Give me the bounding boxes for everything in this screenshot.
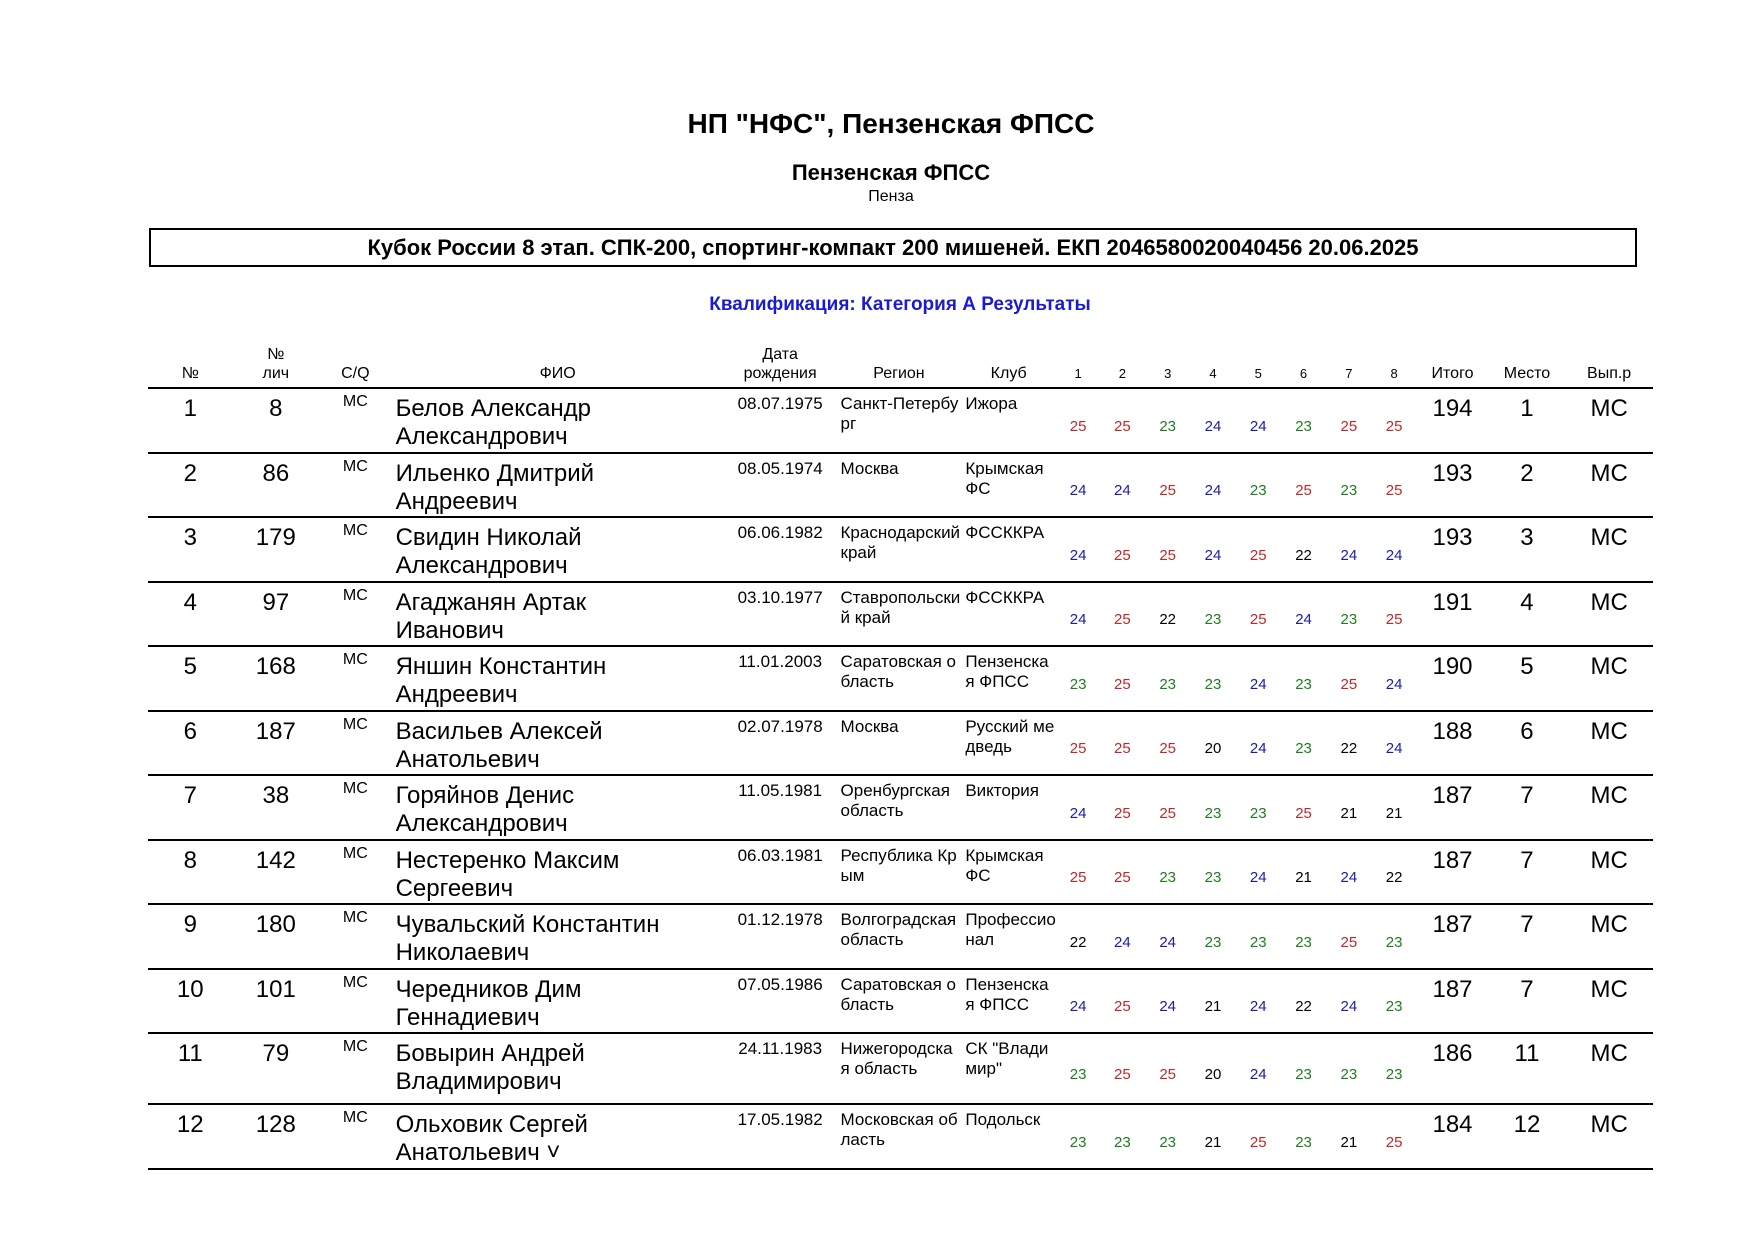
series-score-7: 24 [1340,546,1358,564]
series-score-4: 21 [1204,998,1222,1016]
series-score-6: 23 [1295,675,1312,693]
bib-number: 38 [262,782,290,809]
col-bib [233,345,320,388]
series-score-8: 25 [1385,611,1403,629]
series-score-7: 22 [1340,740,1358,758]
athlete-surname-name: Горяйнов Денис [395,782,575,809]
region: Республика Крым [840,845,957,885]
category-cq: МС [342,1109,368,1126]
series-score-6: 23 [1295,417,1312,435]
col-bib-line1: № [267,346,285,363]
athlete-name [392,969,724,1034]
athlete-name [392,840,724,905]
results-table [148,345,1653,1170]
total-score: 193 [1432,524,1473,551]
series-score-3: 23 [1159,675,1177,693]
region: Волгоградская область [840,910,957,949]
row-number: 2 [183,459,197,487]
col-series-7: 7 [1345,366,1353,381]
row-number: 10 [176,975,204,1003]
place: 7 [1520,846,1534,874]
series-score-8: 24 [1385,675,1403,693]
birth-date: 06.06.1982 [737,523,823,542]
table-row [148,517,1653,582]
athlete-name [392,453,724,518]
row-number: 8 [183,846,197,874]
athlete-surname-name: Ольховик Сергей [395,1111,588,1138]
series-score-1: 25 [1069,869,1087,887]
club: Пензенская ФПСС [965,652,1049,691]
series-score-2: 25 [1114,546,1131,564]
birth-date: 03.10.1977 [737,587,823,607]
athlete-patronymic: Геннадиевич [395,1003,540,1031]
col-name: ФИО [539,365,576,382]
athlete-patronymic: Сергеевич [395,874,514,902]
series-score-7: 25 [1340,417,1358,435]
series-score-3: 23 [1159,869,1177,887]
series-score-5: 24 [1249,417,1267,435]
row-number: 4 [183,588,197,616]
series-score-6: 23 [1295,1066,1312,1083]
series-score-3: 24 [1159,998,1177,1016]
birth-date: 06.03.1981 [737,845,823,865]
series-score-2: 25 [1114,740,1131,758]
athlete-surname-name: Белов Александр [395,395,591,422]
athlete-surname-name: Ильенко Дмитрий [395,459,595,487]
series-score-2: 23 [1114,1133,1131,1151]
series-score-8: 25 [1385,482,1403,500]
series-score-8: 23 [1385,1066,1403,1083]
total-score: 187 [1432,911,1473,938]
place: 2 [1520,459,1534,487]
col-num: № [181,365,199,382]
table-row [148,1033,1653,1104]
section-title: Квалификация: Категория А Результаты [709,294,1091,315]
series-score-4: 23 [1204,611,1222,629]
series-score-7: 23 [1340,482,1358,500]
row-number: 6 [183,717,197,745]
place: 4 [1520,588,1534,616]
series-score-7: 23 [1340,1066,1358,1083]
birth-date: 08.05.1974 [737,458,823,478]
col-dob [724,345,837,388]
athlete-patronymic: Андреевич [395,487,518,515]
series-score-4: 23 [1204,675,1222,693]
athlete-name [392,517,724,582]
col-dob-line2: рождения [743,365,817,382]
total-score: 184 [1432,1111,1473,1138]
series-score-1: 24 [1069,546,1087,564]
series-score-6: 21 [1295,869,1312,887]
rank-achieved: МС [1590,1040,1628,1067]
club: Крымская ФС [965,845,1044,885]
org-subtitle: Пензенская ФПСС [791,160,991,185]
athlete-name [392,646,724,711]
birth-date: 07.05.1986 [737,974,823,994]
place: 6 [1520,717,1534,745]
category-cq: МС [342,1038,368,1055]
club: Русский медведь [965,716,1055,756]
athlete-surname-name: Агаджанян Артак [395,588,587,616]
category-cq: МС [342,393,368,410]
col-series-3: 3 [1164,366,1172,381]
series-score-6: 24 [1295,611,1312,629]
total-score: 190 [1432,653,1473,680]
athlete-surname-name: Бовырин Андрей [395,1040,585,1067]
series-score-5: 25 [1249,1133,1267,1151]
series-score-7: 23 [1340,611,1358,629]
bib-number: 168 [255,653,296,680]
col-series-6: 6 [1299,366,1308,381]
col-vyp: Вып.р [1587,365,1632,382]
series-score-5: 24 [1249,998,1267,1016]
col-series-4: 4 [1209,366,1217,381]
birth-date: 08.07.1975 [737,394,823,413]
series-score-6: 23 [1295,1133,1312,1151]
athlete-name [392,582,724,647]
athlete-surname-name: Яншин Константин [395,653,607,680]
total-score: 194 [1432,395,1473,422]
place: 3 [1520,524,1534,551]
series-score-2: 25 [1114,869,1131,887]
athlete-patronymic: Александрович [395,423,568,450]
category-cq: МС [342,844,368,862]
series-score-2: 25 [1114,1066,1131,1083]
table-row [148,840,1653,905]
table-row [148,453,1653,518]
series-score-1: 22 [1069,933,1087,951]
category-cq: МС [342,457,368,475]
series-score-6: 22 [1295,998,1312,1016]
series-score-5: 24 [1249,675,1267,693]
series-score-3: 23 [1159,417,1177,435]
series-score-1: 25 [1069,740,1087,758]
series-score-6: 23 [1295,740,1312,758]
region: Саратовская область [840,974,957,1014]
place: 1 [1520,395,1534,422]
series-score-3: 25 [1159,740,1177,758]
bib-number: 142 [255,846,296,874]
series-score-2: 24 [1114,933,1131,951]
birth-date: 24.11.1983 [738,1039,823,1058]
category-cq: МС [342,522,368,539]
series-score-8: 24 [1385,546,1403,564]
series-score-5: 24 [1249,740,1267,758]
row-number: 11 [177,1040,203,1067]
series-score-5: 23 [1249,804,1267,822]
table-row [148,646,1653,711]
bib-number: 179 [255,524,296,551]
rank-achieved: МС [1590,911,1628,938]
place: 11 [1514,1040,1540,1067]
series-score-1: 24 [1069,482,1087,500]
row-number: 5 [183,653,197,680]
series-score-5: 24 [1249,869,1267,887]
series-score-8: 22 [1385,869,1403,887]
bib-number: 97 [262,588,290,616]
athlete-patronymic: Александрович [395,810,568,837]
table-row [148,1104,1653,1169]
col-dob-line1: Дата [762,346,798,363]
series-score-6: 25 [1295,804,1312,822]
athlete-name [392,1104,724,1169]
series-score-2: 25 [1114,417,1131,435]
row-number: 3 [183,524,197,551]
col-series-5: 5 [1254,366,1262,381]
club: Пензенская ФПСС [965,974,1049,1014]
series-score-6: 23 [1295,933,1312,951]
series-score-8: 23 [1385,998,1403,1016]
region: Московская область [840,1110,958,1149]
place: 7 [1520,911,1534,938]
event-title: Кубок России 8 этап. СПК-200, спортинг-компакт 200 мишеней. ЕКП 2046580020040456 20.06.2025 [149,228,1637,267]
region: Санкт-Петербург [840,394,959,433]
athlete-name [392,775,724,840]
col-total: Итого [1431,365,1474,382]
series-score-1: 24 [1069,804,1087,822]
category-cq: МС [342,651,368,668]
series-score-8: 25 [1385,417,1403,435]
col-place: Место [1503,365,1551,382]
rank-achieved: МС [1590,653,1628,680]
bib-number: 180 [255,911,296,938]
series-score-4: 21 [1204,1133,1222,1151]
series-score-5: 24 [1249,1066,1267,1083]
series-score-7: 24 [1340,869,1358,887]
series-score-1: 23 [1069,1133,1087,1151]
bib-number: 8 [269,395,283,422]
club: Подольск [965,1110,1041,1129]
series-score-1: 23 [1069,1066,1087,1083]
table-row [148,582,1653,647]
rank-achieved: МС [1590,975,1628,1003]
category-cq: МС [342,973,368,991]
club: Крымская ФС [965,458,1044,498]
series-score-7: 21 [1340,1133,1358,1151]
series-score-1: 24 [1069,611,1087,629]
club: Ижора [965,394,1018,413]
athlete-surname-name: Нестеренко Максим [395,846,620,874]
athlete-patronymic: Владимирович [395,1068,562,1095]
series-score-1: 24 [1069,998,1087,1016]
rank-achieved: МС [1590,782,1628,809]
series-score-3: 23 [1159,1133,1177,1151]
series-score-8: 24 [1385,740,1403,758]
athlete-surname-name: Чувальский Константин [395,911,660,938]
birth-date: 02.07.1978 [737,716,823,736]
category-cq: МС [342,909,368,926]
series-score-2: 24 [1114,482,1131,500]
athlete-patronymic: Анатольевич [395,745,540,773]
org-title: НП "НФС", Пензенская ФПСС [687,108,1095,139]
table-row [148,711,1653,776]
series-score-2: 25 [1114,611,1131,629]
row-number: 12 [176,1111,204,1138]
athlete-name [392,1033,724,1104]
rank-achieved: МС [1590,459,1628,487]
region: Москва [840,716,899,736]
series-score-7: 21 [1340,804,1358,822]
series-score-4: 24 [1204,417,1222,435]
series-score-2: 25 [1114,675,1131,693]
birth-date: 17.05.1982 [737,1110,823,1129]
birth-date: 11.01.2003 [738,652,823,671]
athlete-patronymic: Иванович [395,616,504,644]
series-score-2: 25 [1114,998,1131,1016]
series-score-2: 25 [1114,804,1131,822]
total-score: 187 [1432,975,1473,1003]
rank-achieved: МС [1590,588,1628,616]
series-score-8: 21 [1385,804,1403,822]
series-score-3: 25 [1159,1066,1177,1083]
region: Нижегородская область [840,1039,953,1078]
total-score: 188 [1432,717,1473,745]
club: Виктория [965,781,1040,800]
club: СК "Владимир" [965,1039,1049,1078]
athlete-patronymic: Николаевич [395,939,530,966]
place: 7 [1520,782,1534,809]
city: Пенза [868,188,914,205]
table-header-row [148,345,1653,388]
series-score-7: 25 [1340,933,1358,951]
category-cq: МС [342,586,368,604]
series-score-8: 25 [1385,1133,1403,1151]
series-score-4: 23 [1204,933,1222,951]
athlete-name [392,904,724,969]
series-score-5: 25 [1249,611,1267,629]
athlete-patronymic: Анатольевич ˅ [395,1139,561,1166]
bib-number: 79 [262,1040,290,1067]
category-cq: МС [342,715,368,733]
rank-achieved: МС [1590,524,1628,551]
series-score-8: 23 [1385,933,1403,951]
table-row [148,775,1653,840]
series-score-1: 23 [1069,675,1087,693]
athlete-patronymic: Александрович [395,552,568,579]
series-score-6: 25 [1295,482,1312,500]
bib-number: 101 [255,975,296,1003]
total-score: 186 [1432,1040,1473,1067]
col-series-2: 2 [1118,366,1126,381]
rank-achieved: МС [1590,395,1628,422]
region: Москва [840,458,899,478]
region: Оренбургская область [840,781,950,820]
series-score-4: 20 [1204,1066,1222,1083]
bib-number: 86 [262,459,290,487]
series-score-3: 25 [1159,546,1177,564]
club: Профессионал [965,910,1056,949]
athlete-surname-name: Чередников Дим [395,975,582,1003]
series-score-7: 25 [1340,675,1358,693]
birth-date: 01.12.1978 [737,910,823,929]
club: ФССККРА [965,587,1045,607]
series-score-4: 24 [1204,546,1222,564]
category-cq: МС [342,780,368,797]
series-score-5: 23 [1249,482,1267,500]
birth-date: 11.05.1981 [738,781,823,800]
series-score-4: 23 [1204,804,1222,822]
row-number: 1 [183,395,197,422]
place: 5 [1520,653,1534,680]
series-score-3: 25 [1159,482,1177,500]
series-score-4: 23 [1204,869,1222,887]
rank-achieved: МС [1590,1111,1628,1138]
rank-achieved: МС [1590,717,1628,745]
col-bib-line2: лич [262,365,290,382]
series-score-3: 22 [1159,611,1177,629]
athlete-patronymic: Андреевич [395,681,518,708]
total-score: 193 [1432,459,1473,487]
bib-number: 128 [255,1111,296,1138]
athlete-name [392,388,724,453]
bib-number: 187 [255,717,296,745]
athlete-surname-name: Васильев Алексей [395,717,603,745]
series-score-7: 24 [1340,998,1358,1016]
table-row [148,969,1653,1034]
series-score-6: 22 [1295,546,1312,564]
col-club: Клуб [990,365,1027,382]
place: 12 [1513,1111,1541,1138]
col-region: Регион [873,365,925,382]
region: Саратовская область [840,652,957,691]
total-score: 187 [1432,846,1473,874]
row-number: 7 [183,782,197,809]
series-score-1: 25 [1069,417,1087,435]
rank-achieved: МС [1590,846,1628,874]
region: Ставропольский край [840,587,961,627]
total-score: 191 [1432,588,1473,616]
col-series-1: 1 [1074,366,1082,381]
club: ФССККРА [965,523,1045,542]
table-row [148,904,1653,969]
place: 7 [1520,975,1534,1003]
series-score-3: 25 [1159,804,1177,822]
series-score-4: 24 [1204,482,1222,500]
table-row [148,388,1653,453]
series-score-4: 20 [1204,740,1222,758]
col-cq: С/Q [341,365,370,382]
athlete-name [392,711,724,776]
series-score-3: 24 [1159,933,1177,951]
region: Краснодарский край [840,523,961,562]
total-score: 187 [1432,782,1473,809]
row-number: 9 [183,911,197,938]
series-score-5: 25 [1249,546,1267,564]
series-score-5: 23 [1249,933,1267,951]
athlete-surname-name: Свидин Николай [395,524,582,551]
col-series-8: 8 [1390,366,1398,381]
